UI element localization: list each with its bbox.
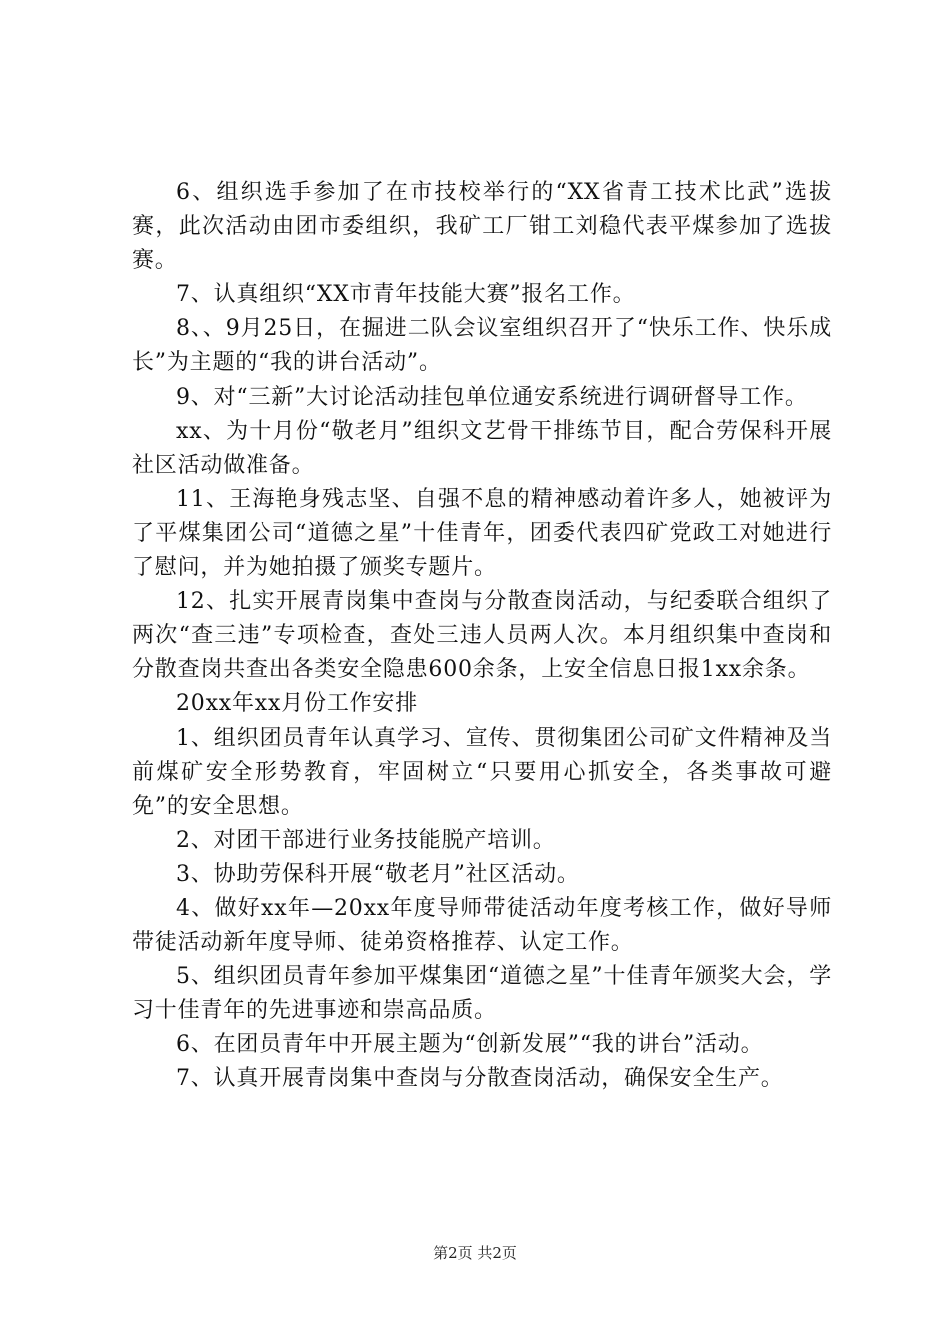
plan-item-7: 7、认真开展青岗集中查岗与分散查岗活动，确保安全生产。: [176, 1066, 784, 1092]
paragraph-item-9: 9、对“三新”大讨论活动挂包单位通安系统进行调研督导工作。: [176, 384, 808, 410]
page-number-footer: 第2页 共2页: [433, 1244, 517, 1262]
section-heading: 20xx年xx月份工作安排: [176, 691, 419, 717]
plan-item-3: 3、协助劳保科开展“敬老月”社区活动。: [176, 861, 580, 887]
plan-item-1: 1、组织团员青年认真学习、宣传、贯彻集团公司矿文件精神及当前煤矿安全形势教育，牢固树立“只要用心抓安全，各类事故可避免”的安全思想。: [132, 725, 832, 819]
paragraph-item-7: 7、认真组织“XX市青年技能大赛”报名工作。: [176, 282, 636, 308]
document-body: [132, 176, 832, 1097]
plan-item-5: 5、组织团员青年参加平煤集团“道德之星”十佳青年颁奖大会，学习十佳青年的先进事迹和崇高品质。: [132, 964, 832, 1024]
paragraph-item-11: 11、王海艳身残志坚、自强不息的精神感动着许多人，她被评为了平煤集团公司“道德之星”十佳青年，团委代表四矿党政工对她进行了慰问，并为她拍摄了颁奖专题片。: [132, 486, 832, 581]
paragraph-item-8: 8、、9月25日，在掘进二队会议室组织召开了“快乐工作、快乐成长”为主题的“我的讲台活动”。: [132, 316, 832, 376]
paragraph-item-12: 12、扎实开展青岗集中查岗与分散查岗活动，与纪委联合组织了两次“查三违”专项检查，查处三违人员两人次。本月组织集中查岗和分散查岗共查出各类安全隐患600余条，上安全信息日报1xx余条。: [132, 589, 832, 683]
paragraph-item-6: 6、组织选手参加了在市技校举行的“XX省青工技术比武”选拔赛，此次活动由团市委组织，我矿工厂钳工刘稳代表平煤参加了选拔赛。: [132, 180, 832, 274]
paragraph-item-10: xx、为十月份“敬老月”组织文艺骨干排练节目，配合劳保科开展社区活动做准备。: [132, 418, 832, 478]
plan-item-4: 4、做好xx年—20xx年度导师带徒活动年度考核工作，做好导师带徒活动新年度导师、徒弟资格推荐、认定工作。: [132, 895, 832, 956]
plan-item-2: 2、对团干部进行业务技能脱产培训。: [176, 827, 556, 853]
plan-item-6: 6、在团员青年中开展主题为“创新发展”“我的讲台”活动。: [176, 1032, 764, 1058]
